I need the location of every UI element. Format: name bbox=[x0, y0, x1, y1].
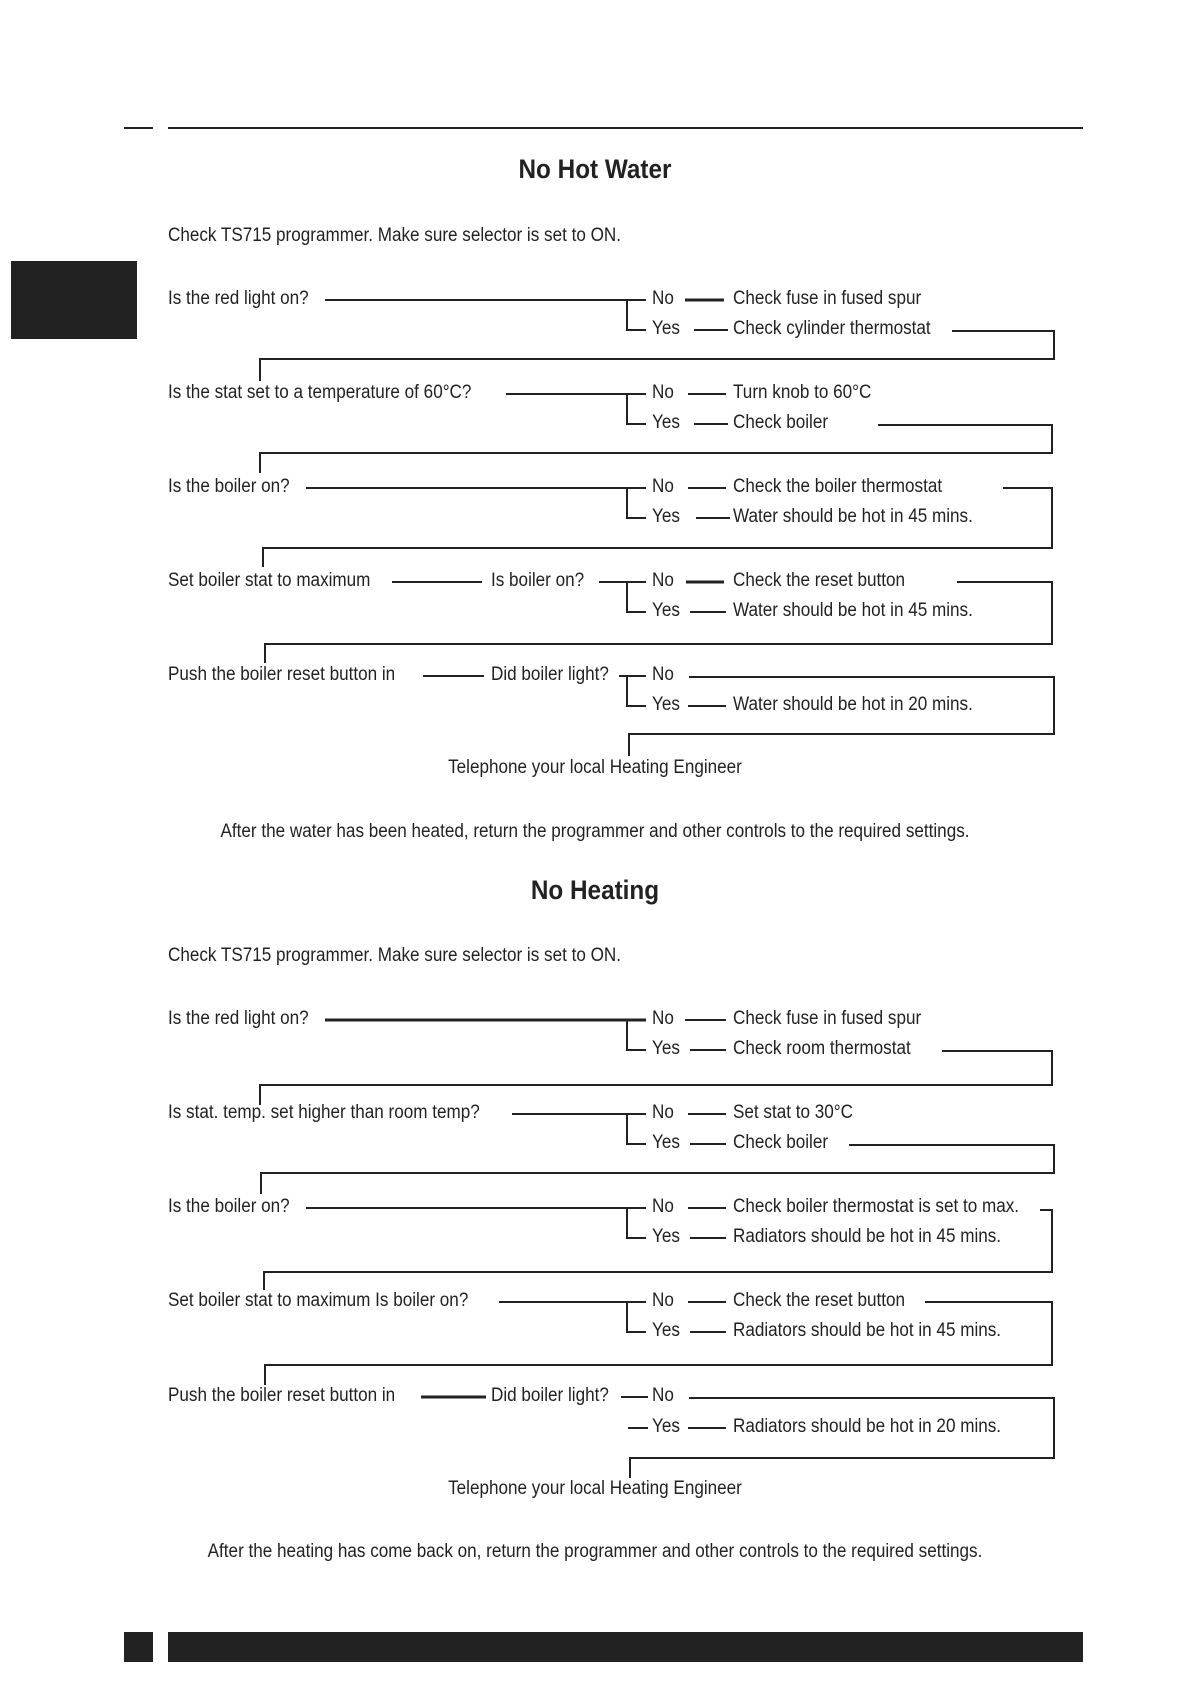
no-label: No bbox=[652, 1008, 674, 1029]
question: Set boiler stat to maximum bbox=[168, 570, 371, 591]
yes-label: Yes bbox=[652, 318, 680, 339]
question: Push the boiler reset button in bbox=[168, 664, 396, 685]
no-label: No bbox=[652, 1102, 674, 1123]
question: Is the stat set to a temperature of 60°C? bbox=[168, 382, 472, 403]
sub-question: Did boiler light? bbox=[491, 664, 609, 685]
yes-label: Yes bbox=[652, 412, 680, 433]
yes-label: Yes bbox=[652, 1038, 680, 1059]
question: Set boiler stat to maximum Is boiler on? bbox=[168, 1290, 469, 1311]
no-action: Check fuse in fused spur bbox=[733, 288, 922, 309]
footer-note: After the water has been heated, return the programmer and other controls to the required settings. bbox=[220, 821, 970, 842]
no-action: Check the reset button bbox=[733, 570, 906, 591]
no-action: Set stat to 30°C bbox=[733, 1102, 853, 1123]
yes-label: Yes bbox=[652, 1416, 680, 1437]
question: Is the red light on? bbox=[168, 288, 309, 309]
section-title: No Hot Water bbox=[518, 154, 672, 184]
question: Is stat. temp. set higher than room temp? bbox=[168, 1102, 480, 1123]
no-action: Check the reset button bbox=[733, 1290, 906, 1311]
question: Is the boiler on? bbox=[168, 476, 290, 497]
yes-action: Check room thermostat bbox=[733, 1038, 911, 1059]
final-action: Telephone your local Heating Engineer bbox=[448, 1478, 742, 1499]
yes-action: Water should be hot in 45 mins. bbox=[733, 506, 973, 527]
yes-action: Water should be hot in 45 mins. bbox=[733, 600, 973, 621]
section-title: No Heating bbox=[530, 875, 660, 905]
question: Is the boiler on? bbox=[168, 1196, 290, 1217]
no-label: No bbox=[652, 570, 674, 591]
question: Is the red light on? bbox=[168, 1008, 309, 1029]
no-action: Check boiler thermostat is set to max. bbox=[733, 1196, 1020, 1217]
yes-label: Yes bbox=[652, 1132, 680, 1153]
yes-label: Yes bbox=[652, 1320, 680, 1341]
no-action: Check the boiler thermostat bbox=[733, 476, 943, 497]
yes-label: Yes bbox=[652, 506, 680, 527]
yes-label: Yes bbox=[652, 600, 680, 621]
yes-action: Check cylinder thermostat bbox=[733, 318, 931, 339]
no-label: No bbox=[652, 1196, 674, 1217]
no-label: No bbox=[652, 476, 674, 497]
final-action: Telephone your local Heating Engineer bbox=[448, 757, 742, 778]
no-label: No bbox=[652, 664, 674, 685]
footer-note: After the heating has come back on, return the programmer and other controls to the required settings. bbox=[207, 1541, 983, 1562]
yes-action: Check boiler bbox=[733, 1132, 829, 1153]
no-label: No bbox=[652, 1385, 674, 1406]
no-label: No bbox=[652, 1290, 674, 1311]
yes-action: Water should be hot in 20 mins. bbox=[733, 694, 973, 715]
yes-action: Radiators should be hot in 45 mins. bbox=[733, 1320, 1002, 1341]
yes-action: Radiators should be hot in 20 mins. bbox=[733, 1416, 1002, 1437]
sub-question: Did boiler light? bbox=[491, 1385, 609, 1406]
intro-text: Check TS715 programmer. Make sure selector is set to ON. bbox=[168, 225, 622, 246]
no-action: Check fuse in fused spur bbox=[733, 1008, 922, 1029]
question: Push the boiler reset button in bbox=[168, 1385, 396, 1406]
no-label: No bbox=[652, 382, 674, 403]
sub-question: Is boiler on? bbox=[491, 570, 585, 591]
yes-action: Check boiler bbox=[733, 412, 829, 433]
no-action: Turn knob to 60°C bbox=[733, 382, 872, 403]
yes-label: Yes bbox=[652, 694, 680, 715]
yes-action: Radiators should be hot in 45 mins. bbox=[733, 1226, 1002, 1247]
intro-text: Check TS715 programmer. Make sure selector is set to ON. bbox=[168, 945, 622, 966]
no-label: No bbox=[652, 288, 674, 309]
yes-label: Yes bbox=[652, 1226, 680, 1247]
